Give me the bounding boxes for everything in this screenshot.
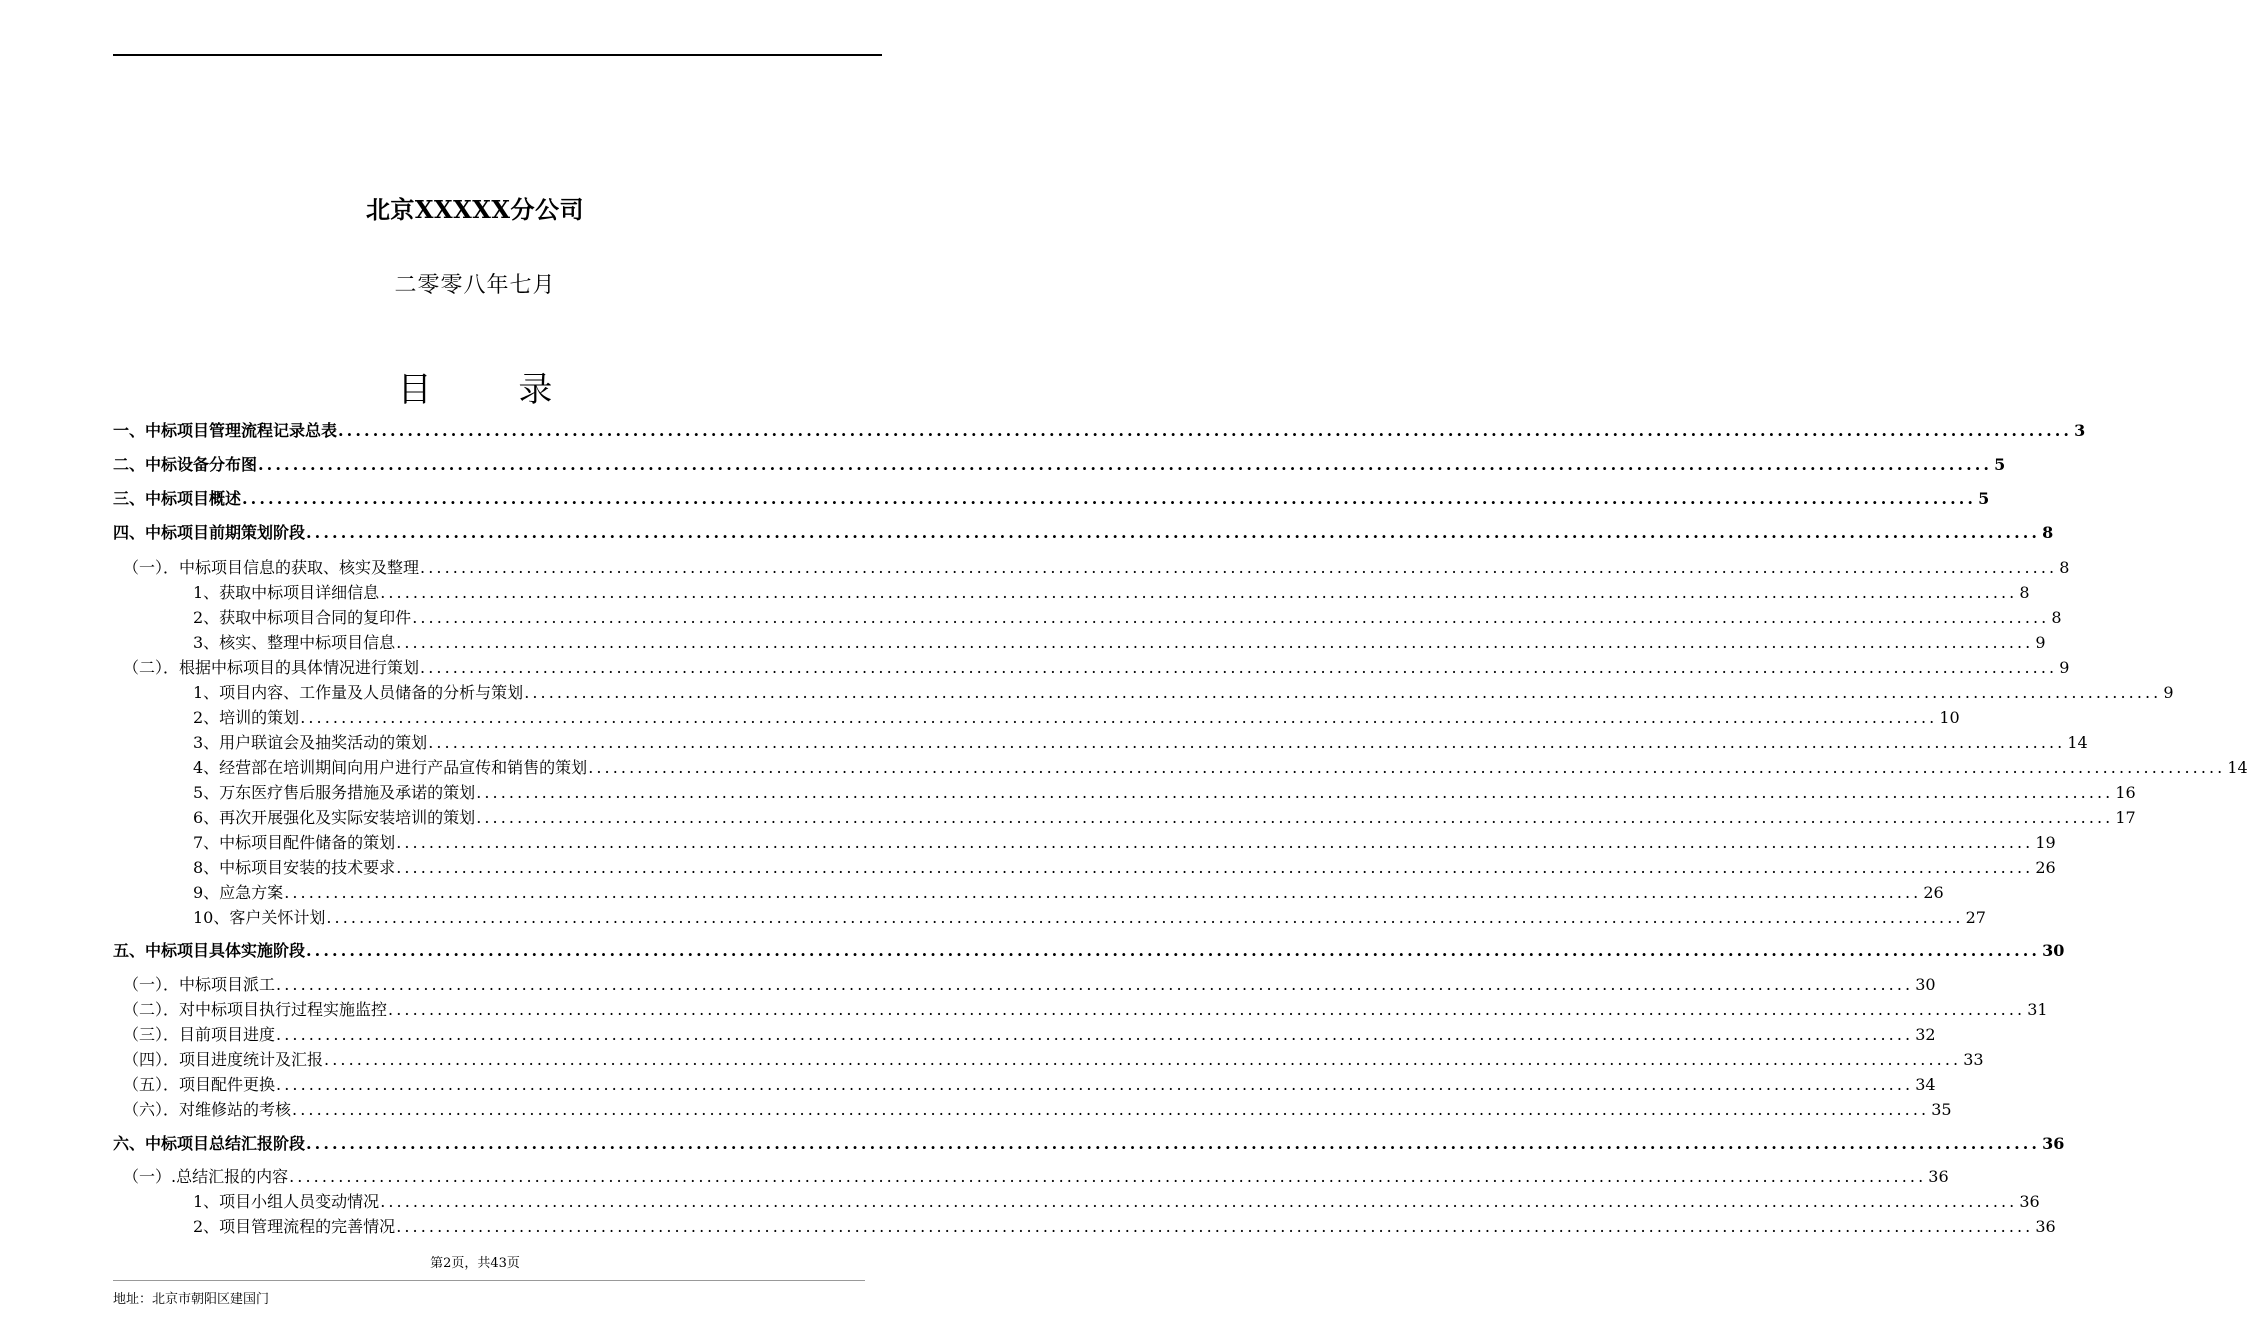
toc-entry[interactable] (113, 730, 2088, 754)
toc-entry-title: （一）．中标项目信息的获取、核实及整理 (123, 558, 420, 577)
toc-entry-title: 4、经营部在培训期间向用户进行产品宣传和销售的策划 (193, 758, 588, 777)
toc-entry-page: 14 (2067, 733, 2088, 752)
toc-entry-page: 32 (1915, 1025, 1936, 1044)
toc-leader-dots: ........................................................................................................................................................................................................ (306, 1134, 2041, 1153)
toc-entry-title: 3、用户联谊会及抽奖活动的策划 (193, 733, 428, 752)
toc-entry[interactable] (113, 630, 2046, 654)
toc-leader-dots: ........................................................................................................................................................................................................ (338, 421, 2073, 440)
toc-entry-title: 六、中标项目总结汇报阶段 (113, 1134, 306, 1153)
toc-leader-dots: ........................................................................................................................................................................................................ (284, 883, 1922, 902)
toc-entry-page: 5 (1978, 489, 1990, 508)
toc-entry[interactable] (113, 655, 2070, 679)
toc-entry-title: 10、客户关怀计划 (193, 908, 326, 927)
toc-entry[interactable] (113, 1131, 2065, 1155)
toc-entry[interactable] (113, 452, 2006, 476)
toc-entry[interactable] (113, 855, 2056, 879)
toc-leader-dots: ........................................................................................................................................................................................................ (300, 708, 1938, 727)
toc-entry-title: 3、核实、整理中标项目信息 (193, 633, 396, 652)
toc-entry-title: 9、应急方案 (193, 883, 284, 902)
toc-entry-page: 35 (1931, 1100, 1952, 1119)
company-name: 北京XXXXX分公司 (365, 195, 585, 224)
toc-entry-page: 33 (1963, 1050, 1984, 1069)
toc-leader-dots: ........................................................................................................................................................................................................ (276, 1075, 1914, 1094)
toc-entry[interactable] (113, 1072, 1936, 1096)
toc-entry[interactable] (113, 555, 2070, 579)
toc-leader-dots: ........................................................................................................................................................................................................ (420, 558, 2058, 577)
toc-entry-page: 36 (2019, 1192, 2040, 1211)
toc-entry[interactable] (113, 805, 2136, 829)
page-number: 第2页，共43页 (430, 1256, 520, 1271)
toc-entry[interactable] (113, 418, 2086, 442)
toc-entry-page: 8 (2051, 608, 2062, 627)
toc-entry-page: 26 (1923, 883, 1944, 902)
toc-entry[interactable] (113, 755, 2248, 779)
toc-entry-title: 三、中标项目概述 (113, 489, 242, 508)
toc-entry-title: 四、中标项目前期策划阶段 (113, 523, 306, 542)
toc-leader-dots: ........................................................................................................................................................................................................ (380, 583, 2018, 602)
toc-leader-dots: ........................................................................................................................................................................................................ (396, 833, 2034, 852)
toc-entry-title: （一）.总结汇报的内容 (123, 1167, 289, 1186)
toc-entry-title: （二）．根据中标项目的具体情况进行策划 (123, 658, 420, 677)
toc-leader-dots: ........................................................................................................................................................................................................ (396, 858, 2034, 877)
toc-leader-dots: ........................................................................................................................................................................................................ (306, 523, 2041, 542)
toc-entry[interactable] (113, 1164, 1949, 1188)
toc-leader-dots: ........................................................................................................................................................................................................ (388, 1000, 2026, 1019)
toc-entry-page: 5 (1994, 455, 2006, 474)
toc-leader-dots: ........................................................................................................................................................................................................ (258, 455, 1993, 474)
toc-entry-title: 6、再次开展强化及实际安装培训的策划 (193, 808, 476, 827)
toc-entry-page: 36 (1928, 1167, 1949, 1186)
toc-entry-title: （六）．对维修站的考核 (123, 1100, 292, 1119)
toc-leader-dots: ........................................................................................................................................................................................................ (588, 758, 2226, 777)
toc-entry[interactable] (113, 605, 2062, 629)
toc-leader-dots: ........................................................................................................................................................................................................ (476, 783, 2114, 802)
toc-leader-dots: ........................................................................................................................................................................................................ (428, 733, 2066, 752)
toc-entry-title: 一、中标项目管理流程记录总表 (113, 421, 338, 440)
toc-entry[interactable] (113, 905, 1986, 929)
toc-entry-page: 16 (2115, 783, 2136, 802)
toc-entry-page: 30 (2042, 941, 2065, 960)
toc-leader-dots: ........................................................................................................................................................................................................ (396, 633, 2034, 652)
toc-entry-page: 3 (2074, 421, 2086, 440)
toc-leader-dots: ........................................................................................................................................................................................................ (292, 1100, 1930, 1119)
toc-entry-page: 34 (1915, 1075, 1936, 1094)
toc-entry[interactable] (113, 580, 2030, 604)
toc-entry-page: 30 (1915, 975, 1936, 994)
toc-entry-title: （二）．对中标项目执行过程实施监控 (123, 1000, 388, 1019)
toc-entry[interactable] (113, 1022, 1936, 1046)
toc-entry[interactable] (113, 938, 2065, 962)
toc-entry-page: 17 (2115, 808, 2136, 827)
toc-entry-page: 10 (1939, 708, 1960, 727)
toc-leader-dots: ........................................................................................................................................................................................................ (396, 1217, 2034, 1236)
toc-entry-title: 五、中标项目具体实施阶段 (113, 941, 306, 960)
toc-entry-page: 36 (2042, 1134, 2065, 1153)
toc-entry[interactable] (113, 880, 1944, 904)
toc-entry-page: 19 (2035, 833, 2056, 852)
toc-entry[interactable] (113, 680, 2174, 704)
toc-entry-page: 36 (2035, 1217, 2056, 1236)
toc-entry-title: 1、项目小组人员变动情况 (193, 1192, 380, 1211)
toc-entry-title: 二、中标设备分布图 (113, 455, 258, 474)
toc-entry-page: 27 (1965, 908, 1986, 927)
toc-entry-page: 8 (2042, 523, 2054, 542)
toc-entry[interactable] (113, 997, 2048, 1021)
toc-entry[interactable] (113, 486, 1990, 510)
toc-entry[interactable] (113, 830, 2056, 854)
toc-entry-page: 8 (2059, 558, 2070, 577)
toc-entry-title: （五）．项目配件更换 (123, 1075, 276, 1094)
toc-leader-dots: ........................................................................................................................................................................................................ (306, 941, 2041, 960)
toc-entry-title: （四）．项目进度统计及汇报 (123, 1050, 324, 1069)
toc-leader-dots: ........................................................................................................................................................................................................ (242, 489, 1977, 508)
footer-rule (113, 1280, 865, 1281)
header-rule (113, 54, 882, 56)
toc-entry-title: 2、项目管理流程的完善情况 (193, 1217, 396, 1236)
toc-entry[interactable] (113, 520, 2054, 544)
toc-entry-title: 5、万东医疗售后服务措施及承诺的策划 (193, 783, 476, 802)
toc-entry-page: 14 (2227, 758, 2248, 777)
footer-address: 地址：北京市朝阳区建国门 (113, 1292, 270, 1307)
toc-entry-title: （三）．目前项目进度 (123, 1025, 276, 1044)
toc-entry[interactable] (113, 780, 2136, 804)
toc-entry[interactable] (113, 1097, 1952, 1121)
toc-entry-title: 1、获取中标项目详细信息 (193, 583, 380, 602)
document-date: 二零零八年七月 (394, 273, 556, 298)
toc-entry-page: 9 (2059, 658, 2070, 677)
toc-entry-page: 9 (2163, 683, 2174, 702)
toc-entry[interactable] (113, 705, 1960, 729)
toc-title: 目 录 (397, 370, 591, 410)
toc-leader-dots: ........................................................................................................................................................................................................ (289, 1167, 1927, 1186)
toc-entry-page: 9 (2035, 633, 2046, 652)
toc-entry[interactable] (113, 1189, 2040, 1213)
toc-entry-title: （一）．中标项目派工 (123, 975, 276, 994)
toc-leader-dots: ........................................................................................................................................................................................................ (276, 975, 1914, 994)
toc-entry-title: 8、中标项目安装的技术要求 (193, 858, 396, 877)
toc-entry-title: 2、培训的策划 (193, 708, 300, 727)
toc-entry-page: 31 (2027, 1000, 2048, 1019)
toc-entry-title: 2、获取中标项目合同的复印件 (193, 608, 412, 627)
toc-entry[interactable] (113, 972, 1936, 996)
toc-leader-dots: ........................................................................................................................................................................................................ (276, 1025, 1914, 1044)
toc-entry-page: 8 (2019, 583, 2030, 602)
toc-leader-dots: ........................................................................................................................................................................................................ (476, 808, 2114, 827)
toc-entry[interactable] (113, 1214, 2056, 1238)
toc-leader-dots: ........................................................................................................................................................................................................ (420, 658, 2058, 677)
toc-entry[interactable] (113, 1047, 1984, 1071)
toc-entry-page: 26 (2035, 858, 2056, 877)
toc-leader-dots: ........................................................................................................................................................................................................ (324, 1050, 1962, 1069)
toc-entry-title: 1、项目内容、工作量及人员储备的分析与策划 (193, 683, 524, 702)
toc-entry-title: 7、中标项目配件储备的策划 (193, 833, 396, 852)
toc-leader-dots: ........................................................................................................................................................................................................ (326, 908, 1964, 927)
toc-leader-dots: ........................................................................................................................................................................................................ (380, 1192, 2018, 1211)
toc-leader-dots: ........................................................................................................................................................................................................ (524, 683, 2162, 702)
toc-leader-dots: ........................................................................................................................................................................................................ (412, 608, 2050, 627)
